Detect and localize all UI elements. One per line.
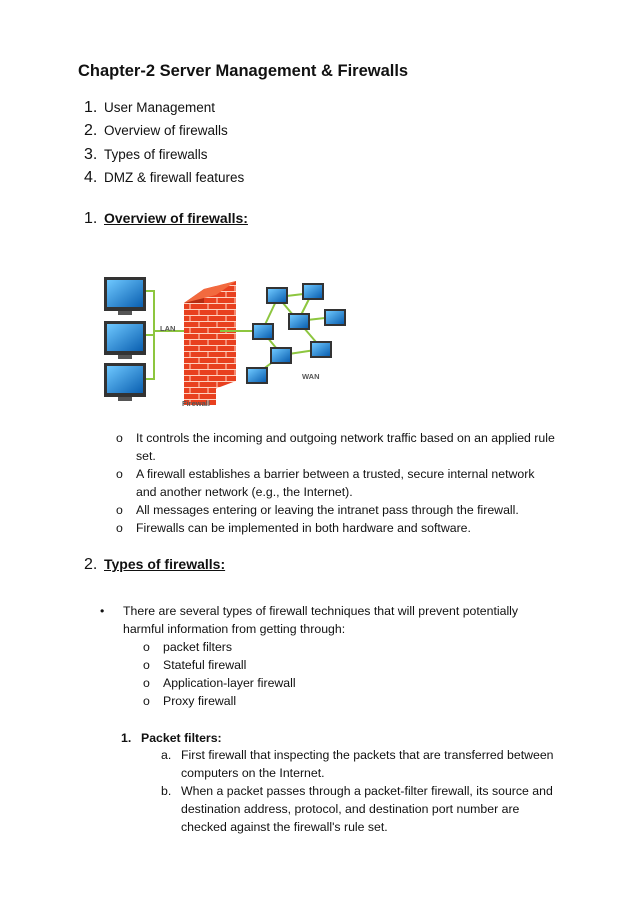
list-item [116, 429, 556, 465]
toc-number: 2. [84, 122, 98, 140]
wan-computer-icon [246, 367, 268, 384]
section-heading-types [84, 556, 225, 574]
lan-computer-icon [104, 277, 146, 315]
lan-computer-icon [104, 363, 146, 401]
bullet-text: There are several types of firewall techniques that will prevent potentially harmful information from getting through: [123, 604, 519, 636]
subheading-row [121, 729, 222, 747]
bullet-text: Firewalls can be implemented in both hardware and software. [136, 521, 471, 535]
bullet-text: Stateful firewall [163, 658, 247, 672]
list-item [161, 782, 561, 836]
wan-computer-icon [324, 309, 346, 326]
packet-filters-heading [121, 729, 222, 747]
wan-label: WAN [302, 372, 320, 381]
toc-label: DMZ & firewall features [104, 170, 245, 186]
toc-item [84, 96, 244, 119]
list-item [143, 656, 443, 674]
wan-computer-icon [310, 341, 332, 358]
list-item [143, 674, 443, 692]
firewall-wall-icon [184, 281, 236, 405]
firewall-network-diagram [100, 273, 360, 413]
wan-computer-icon [270, 347, 292, 364]
bullet-marker: o [116, 521, 123, 535]
lan-computer-icon [104, 321, 146, 359]
bullet-marker: o [143, 658, 150, 672]
bullet-text: All messages entering or leaving the intranet pass through the firewall. [136, 503, 519, 517]
packet-filters-list [161, 746, 561, 836]
item-marker: a. [161, 748, 172, 762]
list-item [143, 692, 443, 710]
subheading-number: 1. [121, 731, 132, 745]
item-marker: b. [161, 784, 172, 798]
types-intro [100, 602, 560, 638]
bullet-marker: • [100, 604, 105, 618]
bullet-text: It controls the incoming and outgoing network traffic based on an applied rule set. [136, 431, 555, 463]
bullet-marker: o [143, 640, 150, 654]
bullet-text: packet filters [163, 640, 233, 654]
list-item [116, 519, 556, 537]
item-text: When a packet passes through a packet-filter firewall, its source and destination address, protocol, and destination port number are checked against the firewall's rule set. [181, 784, 553, 834]
section-number: 2. [84, 556, 98, 573]
list-item [100, 602, 560, 638]
toc-label: Types of firewalls [104, 146, 208, 162]
wan-computer-icon [252, 323, 274, 340]
bullet-text: Application-layer firewall [163, 676, 296, 690]
toc-item [84, 119, 244, 142]
section-title: Overview of firewalls: [104, 210, 248, 226]
table-of-contents [84, 96, 244, 190]
toc-number: 3. [84, 145, 98, 163]
lan-links [146, 291, 184, 379]
list-item [143, 638, 443, 656]
list-item [116, 501, 556, 519]
bullet-marker: o [116, 431, 123, 445]
firewall-label: Firewall [182, 399, 210, 408]
item-text: First firewall that inspecting the packets that are transferred between computers on the Internet. [181, 748, 554, 780]
firewall-types-list [143, 638, 443, 710]
toc-label: User Management [104, 100, 216, 115]
toc-item [84, 166, 244, 189]
toc-item [84, 143, 244, 166]
section-heading-overview [84, 210, 248, 228]
wan-computer-icon [288, 313, 310, 330]
wan-computer-icon [302, 283, 324, 300]
wan-computer-icon [266, 287, 288, 304]
bullet-marker: o [116, 467, 123, 481]
bullet-text: A firewall establishes a barrier between a trusted, secure internal network and another network (e.g., the Internet). [136, 467, 535, 499]
lan-label: LAN [160, 324, 176, 333]
subheading-text: Packet filters: [141, 731, 222, 745]
list-item [116, 465, 556, 501]
bullet-marker: o [143, 676, 150, 690]
bullet-text: Proxy firewall [163, 694, 237, 708]
bullet-marker: o [143, 694, 150, 708]
section-number: 1. [84, 210, 98, 227]
toc-number: 1. [84, 99, 98, 116]
overview-bullet-list [116, 429, 556, 537]
toc-label: Overview of firewalls [104, 123, 228, 139]
chapter-title: Chapter-2 Server Management & Firewalls [78, 62, 409, 80]
toc-number: 4. [84, 169, 98, 187]
bullet-marker: o [116, 503, 123, 517]
list-item [161, 746, 561, 782]
section-title: Types of firewalls: [104, 556, 226, 572]
